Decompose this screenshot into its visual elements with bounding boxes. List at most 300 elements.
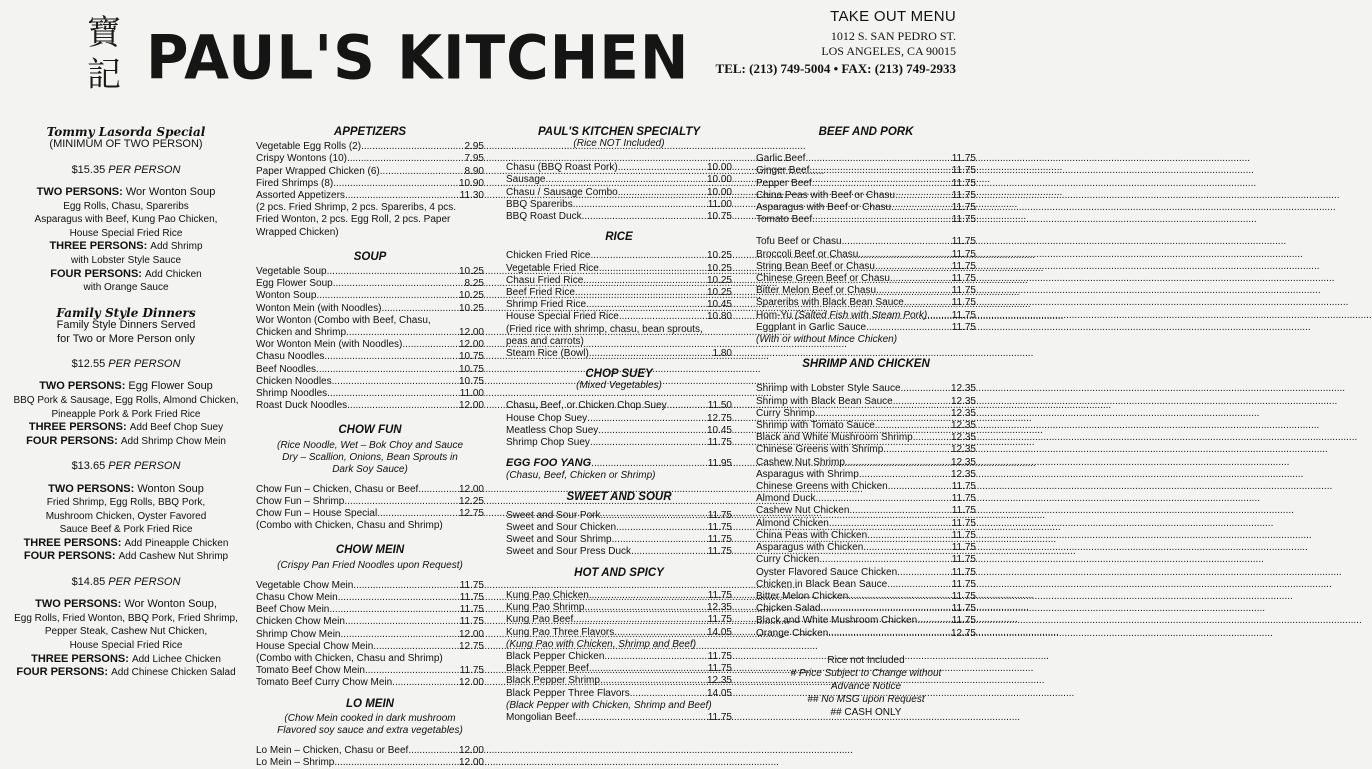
specialty-list (506, 162, 732, 223)
menu-item (256, 327, 484, 339)
dot-leader (875, 261, 952, 273)
menu-item (756, 615, 976, 627)
menu-item (256, 376, 484, 388)
menu-item (756, 567, 976, 579)
item-price: 11.75 (951, 615, 976, 627)
item-name: Lo Mein – Shrimp (256, 756, 335, 768)
set-desc: Egg Rolls, Chasu, Spareribs (63, 200, 189, 212)
menu-item (756, 285, 976, 297)
item-name: Spareribs with Black Bean Sauce (756, 297, 904, 309)
dot-leader (340, 629, 458, 641)
soup-title: SOUP (353, 250, 387, 263)
dot-leader (587, 413, 707, 425)
dot-leader (819, 554, 951, 566)
menu-item (506, 522, 732, 534)
dot-leader (418, 484, 459, 496)
item-price: 11.50 (707, 400, 732, 412)
item-price: 12.35 (950, 420, 976, 432)
item-name: Sweet and Sour Shrimp (506, 534, 612, 546)
price-unit: PER PERSON (108, 358, 181, 371)
item-price: 11.75 (951, 236, 976, 248)
set-desc: Add Chicken (145, 268, 202, 280)
dot-leader (829, 518, 952, 530)
dot-leader (589, 348, 713, 360)
beef-pork-list-3 (756, 322, 976, 334)
item-price: 12.00 (458, 628, 484, 640)
price-value: $15.35 (71, 163, 106, 176)
item-name: Beef Noodles (256, 363, 317, 375)
item-name: Black Pepper Three Flavors (506, 687, 630, 699)
dot-leader (584, 602, 707, 614)
menu-item (256, 364, 484, 376)
egg-foo-yang-title: EGG FOO YANG (506, 457, 592, 470)
price-value: $12.55 (71, 358, 106, 371)
dot-leader (815, 408, 951, 420)
item-price: 12.35 (950, 468, 976, 480)
section-subtitle: (Rice NOT Included) (573, 138, 665, 150)
set-desc: Egg Rolls, Fried Wonton, BBQ Pork, Fried Shrimp, (14, 612, 238, 624)
dot-leader (888, 481, 952, 493)
menu-item (256, 677, 484, 689)
set-desc: Sauce Beef & Pork Fried Rice (59, 524, 193, 536)
dot-leader (842, 236, 952, 248)
item-price: 11.75 (951, 153, 976, 165)
chop-suey-list (506, 400, 732, 449)
item-name: Shrimp Chow Mein (256, 628, 341, 640)
set-desc: Wor Wonton Soup, (124, 598, 217, 611)
item-name: String Bean Beef or Chasu (756, 260, 875, 272)
item-price: 11.75 (951, 554, 976, 566)
family-style-title: Family Style Dinners (56, 305, 196, 320)
section-subtitle: Dark Soy Sauce) (332, 463, 408, 475)
item-name: House Special Chow Mein (256, 640, 374, 652)
dot-leader (344, 496, 459, 508)
menu-item (506, 712, 732, 724)
dot-leader (599, 263, 707, 275)
tommy-lasorda-title: Tommy Lasorda Special (46, 125, 206, 139)
dot-leader (324, 351, 459, 363)
dot-leader (327, 388, 460, 400)
menu-item (506, 413, 732, 425)
item-price: 8.90 (464, 165, 484, 177)
item-price: 11.75 (951, 590, 976, 602)
item-name: Bitter Melon Beef or Chasu (756, 285, 877, 297)
menu-item (506, 546, 732, 558)
restaurant-name: PAUL'S KITCHEN (146, 22, 690, 94)
set-label: TWO PERSONS: (36, 186, 123, 198)
item-price: 11.75 (951, 481, 976, 493)
item-note: (Kung Pao with Chicken, Shrimp and Beef) (506, 638, 697, 650)
dot-leader (353, 580, 459, 592)
menu-item (756, 505, 976, 517)
item-price: 12.35 (950, 432, 976, 444)
set-label: THREE PERSONS: (28, 421, 127, 434)
price-unit: PER PERSON (108, 163, 181, 176)
dot-leader (618, 187, 707, 199)
dot-leader (408, 745, 459, 757)
item-name: Roast Duck Noodles (256, 400, 348, 412)
beef-pork-title: BEEF AND PORK (818, 126, 914, 138)
menu-item (756, 579, 976, 591)
menu-item (256, 745, 484, 757)
dot-leader (361, 141, 464, 153)
item-name: Sweet and Sour Press Duck (506, 546, 632, 558)
item-name: Fired Shrimps (8) (256, 177, 334, 189)
dot-leader (887, 579, 952, 591)
item-price: 11.75 (707, 711, 732, 723)
item-name: Cashew Nut Chicken (756, 505, 850, 517)
item-name: Sausage (506, 174, 546, 186)
item-name: Black Pepper Beef (506, 663, 589, 675)
item-name: Curry Chicken (756, 554, 820, 566)
item-name: Chicken Chow Mein (256, 616, 345, 628)
item-name: Crispy Wontons (10) (256, 153, 347, 165)
menu-item (756, 542, 976, 554)
menu-item (506, 688, 732, 700)
dot-leader (316, 290, 459, 302)
dot-leader (338, 592, 460, 604)
item-name: Black and White Mushroom Chicken (756, 615, 918, 627)
dot-leader (630, 688, 707, 700)
item-note: Wrapped Chicken) (256, 226, 339, 238)
menu-item (756, 249, 976, 261)
dot-leader (828, 628, 951, 640)
soup-list (256, 266, 484, 315)
item-name: Vegetable Soup (256, 266, 327, 278)
menu-item (256, 339, 484, 351)
menu-item (756, 165, 976, 177)
dot-leader (576, 712, 708, 724)
set-desc: Egg Flower Soup (128, 380, 213, 393)
item-name: Mongolian Beef (506, 711, 576, 723)
menu-item (506, 614, 732, 626)
item-price: 11.75 (707, 614, 732, 626)
set-label: TWO PERSONS: (48, 482, 135, 495)
item-note: peas and carrots) (506, 335, 584, 347)
item-price: 11.75 (951, 214, 976, 226)
section-subtitle: (Mixed Vegetables) (576, 380, 662, 392)
item-name: Chinese Green Beef or Chasu (756, 273, 890, 285)
dot-leader (589, 663, 708, 675)
menu-item (756, 628, 976, 640)
item-price: 12.35 (950, 456, 976, 468)
item-price: 10.00 (706, 174, 732, 186)
item-price: 10.75 (458, 363, 484, 375)
item-name: Garlic Beef (756, 153, 806, 165)
menu-item (256, 388, 484, 400)
lo-mein-title: LO MEIN (346, 697, 394, 710)
dot-leader (327, 266, 459, 278)
sweet-sour-title: SWEET AND SOUR (566, 490, 672, 503)
item-price: 12.00 (458, 677, 484, 689)
specialty-title: PAUL'S KITCHEN SPECIALTY (537, 126, 701, 138)
menu-item (506, 199, 732, 211)
item-price: 11.75 (951, 260, 976, 272)
item-name: Bitter Melon Chicken (756, 590, 849, 602)
dot-leader (848, 591, 951, 603)
dot-leader (333, 278, 465, 290)
item-name: House Chop Suey (506, 412, 588, 424)
item-note: (Chasu, Beef, Chicken or Shrimp) (506, 470, 656, 482)
item-name: Assorted Appetizers (256, 190, 345, 202)
family-price-3 (12, 576, 240, 588)
dot-leader (858, 249, 951, 261)
item-price: 11.75 (951, 321, 976, 333)
menu-item (256, 153, 484, 165)
dot-leader (589, 590, 708, 602)
dot-leader (316, 364, 459, 376)
item-name: House Special Fried Rice (506, 311, 619, 323)
chow-mein-list (256, 580, 484, 653)
family-style-desc: Family Style Dinners Served (56, 318, 196, 331)
item-name: Chicken Salad (756, 603, 821, 615)
rice-title: RICE (605, 231, 633, 244)
item-price: 11.75 (951, 297, 976, 309)
dot-leader (575, 287, 707, 299)
menu-item (756, 469, 976, 481)
item-name (756, 310, 927, 322)
dot-leader (573, 614, 707, 626)
item-name: Chow Fun – Shrimp (256, 495, 345, 507)
dot-leader (332, 376, 459, 388)
item-name: Curry Shrimp (756, 407, 815, 419)
menu-item (756, 261, 976, 273)
item-name: Cashew Nut Shrimp (756, 456, 845, 468)
set-desc: Add Beef Chop Suey (129, 422, 224, 434)
item-name: Eggplant in Garlic Sauce (756, 321, 867, 333)
shrimp-chicken-title: SHRIMP AND CHICKEN (802, 358, 930, 371)
menu-item (506, 437, 732, 449)
shrimp-chicken-list (756, 383, 976, 639)
item-name: Chow Fun – Chicken, Chasu or Beef (256, 483, 419, 495)
item-price: 11.75 (951, 529, 976, 541)
dot-leader (377, 508, 459, 520)
menu-item (506, 400, 732, 412)
dot-leader (812, 178, 952, 190)
dot-leader (365, 665, 460, 677)
item-name: Asparagus with Chicken (756, 542, 864, 554)
item-price: 11.75 (459, 604, 484, 616)
item-name: Kung Pao Beef (506, 614, 574, 626)
menu-item (256, 266, 484, 278)
item-price: 12.00 (458, 400, 484, 412)
item-price: 12.75 (458, 508, 484, 520)
menu-item (756, 432, 976, 444)
dot-leader (904, 297, 952, 309)
dot-leader (583, 275, 707, 287)
menu-item (756, 493, 976, 505)
item-price: 11.75 (951, 202, 976, 214)
menu-item (506, 348, 732, 360)
item-price: 11.75 (459, 591, 484, 603)
item-name: Orange Chicken (756, 627, 829, 639)
item-name: Tomato Beef (756, 214, 813, 226)
menu-item (506, 299, 732, 311)
item-name: Asparagus with Shrimp (756, 468, 859, 480)
item-name: Chasu, Beef, or Chicken Chop Suey (506, 400, 667, 412)
set-desc: House Special Fried Rice (69, 227, 183, 239)
menu-item (256, 290, 484, 302)
menu-item (756, 420, 976, 432)
egg-foo-yang-item (506, 457, 732, 470)
dot-leader (590, 437, 708, 449)
menu-item (756, 322, 976, 334)
chow-mein-title: CHOW MEIN (335, 544, 405, 557)
set-desc: Add Cashew Nut Shrimp (118, 551, 229, 563)
set-desc: BBQ Pork & Sausage, Egg Rolls, Almond Chicken, (13, 394, 239, 406)
item-name: Chinese Greens with Chicken (756, 481, 888, 493)
dot-leader (347, 153, 465, 165)
set-desc: Pineapple Pork & Pork Fried Rice (51, 408, 201, 420)
item-price: 10.75 (706, 211, 732, 223)
item-name: Wonton Soup (256, 290, 317, 302)
set-label: FOUR PERSONS: (23, 550, 116, 563)
item-price: 11.75 (951, 493, 976, 505)
set-label: TWO PERSONS: (39, 380, 126, 393)
item-name: Chasu / Sausage Combo (506, 186, 618, 198)
set-label: THREE PERSONS: (23, 536, 122, 549)
dot-leader (345, 616, 460, 628)
section-subtitle: Dry – Scallion, Onions, Bean Sprouts in (282, 451, 458, 463)
section-subtitle: Flavored soy sauce and extra vegetables) (277, 724, 463, 736)
item-name: Chasu (BBQ Roast Pork) (506, 162, 618, 174)
item-name: Chicken in Black Bean Sauce (756, 578, 888, 590)
logo-char-1: 寶 (87, 13, 121, 53)
item-price: 12.00 (458, 483, 484, 495)
menu-item (256, 484, 484, 496)
item-name: Black and White Mushroom Shrimp (756, 432, 913, 444)
item-name: Shrimp Chop Suey (506, 437, 590, 449)
item-name: Wor Wonton Mein (with Noodles) (256, 339, 403, 351)
item-price: 11.75 (951, 177, 976, 189)
homyu-name: Hom-Yu (756, 309, 793, 321)
item-price: 11.75 (951, 189, 976, 201)
set-desc: Pepper Steak, Cashew Nut Chicken, (44, 626, 208, 638)
dot-leader (392, 677, 459, 689)
rice-note: Rice not Included (827, 654, 905, 666)
menu-item (506, 275, 732, 287)
menu-item (756, 190, 976, 202)
item-price: 11.75 (459, 579, 484, 591)
rice-list (506, 250, 732, 323)
item-price: 11.00 (459, 388, 484, 400)
item-price: 12.00 (458, 339, 484, 351)
dot-leader (373, 641, 459, 653)
hot-spicy-list-3 (506, 712, 732, 724)
item-price: 11.75 (951, 542, 976, 554)
item-name: Chicken and Shrimp (256, 327, 347, 339)
item-note: Fried Wonton, 2 pcs. Egg Roll, 2 pcs. Paper (256, 214, 451, 226)
item-price: 11.75 (951, 309, 976, 321)
item-price: 11.75 (707, 522, 732, 534)
item-name: Tofu Beef or Chasu (756, 236, 842, 248)
menu-item (506, 651, 732, 663)
set-desc: with Lobster Style Sauce (70, 254, 182, 266)
dot-leader (809, 165, 951, 177)
hot-spicy-list-2 (506, 651, 732, 700)
menu-item (506, 211, 732, 223)
menu-item (506, 162, 732, 174)
tommy-lasorda-price (12, 164, 240, 176)
item-name: Shrimp Noodles (256, 388, 328, 400)
dot-leader (890, 273, 952, 285)
dot-leader (380, 166, 465, 178)
item-price: 12.35 (706, 675, 732, 687)
item-price: 10.25 (706, 287, 732, 299)
menu-item (256, 508, 484, 520)
item-price: 11.75 (707, 589, 732, 601)
menu-item (756, 457, 976, 469)
dot-leader (805, 153, 951, 165)
dot-leader (334, 757, 459, 769)
item-price: 7.95 (464, 153, 484, 165)
menu-item (756, 273, 976, 285)
dot-leader (859, 469, 951, 481)
menu-item (506, 675, 732, 687)
menu-item (256, 604, 484, 616)
item-name: China Peas with Chicken (756, 529, 868, 541)
contact-block (716, 8, 956, 77)
menu-item (506, 534, 732, 546)
dot-leader (875, 420, 951, 432)
phone-fax: TEL: (213) 749-5004 • FAX: (213) 749-2933 (715, 61, 956, 76)
family-price-2 (12, 460, 240, 472)
item-name: Chasu Chow Mein (256, 591, 338, 603)
menu-type: TAKE OUT MENU (830, 8, 956, 25)
item-price: 12.75 (706, 412, 732, 424)
set-desc: Asparagus with Beef, Kung Pao Chicken, (34, 214, 218, 226)
item-price: 12.00 (458, 756, 484, 768)
menu-item (756, 383, 976, 395)
item-name: Shrimp with Tomato Sauce (756, 420, 875, 432)
set-desc: Add Shrimp Chow Mein (120, 435, 226, 447)
item-name: Chinese Greens with Shrimp (756, 444, 884, 456)
item-price: 11.75 (951, 273, 976, 285)
menu-item (256, 641, 484, 653)
dot-leader (631, 546, 708, 558)
dot-leader (573, 199, 708, 211)
price-note: # Price Subject to Change without (790, 667, 942, 679)
appetizers-title: APPETIZERS (333, 126, 407, 138)
menu-item (506, 627, 732, 639)
set-label: THREE PERSONS: (31, 652, 129, 665)
menu-item (506, 187, 732, 199)
menu-item (756, 396, 976, 408)
chinese-logo (84, 12, 124, 96)
dot-leader (820, 603, 951, 615)
item-note: (2 pcs. Fried Shrimp, 2 pcs. Spareribs, 4 pcs. (256, 202, 457, 214)
menu-item (756, 481, 976, 493)
menu-item (256, 303, 484, 315)
menu-item (256, 400, 484, 412)
menu-item (506, 602, 732, 614)
item-price: 12.75 (950, 627, 976, 639)
item-name: Pepper Beef (756, 177, 812, 189)
cash-note: ## CASH ONLY (830, 706, 902, 718)
menu-item (256, 496, 484, 508)
item-price: 11.75 (707, 546, 732, 558)
item-price: 10.25 (458, 266, 484, 278)
dot-leader (901, 383, 951, 395)
menu-item (506, 311, 732, 323)
footer-notes (756, 654, 976, 719)
item-price: 10.25 (458, 302, 484, 314)
item-name: Wonton Mein (with Noodles) (256, 302, 382, 314)
item-price: 11.75 (707, 437, 732, 449)
item-name: Beef Chow Mein (256, 604, 330, 616)
item-note: (Black Pepper with Chicken, Shrimp and Beef) (506, 699, 712, 711)
dot-leader (598, 425, 707, 437)
